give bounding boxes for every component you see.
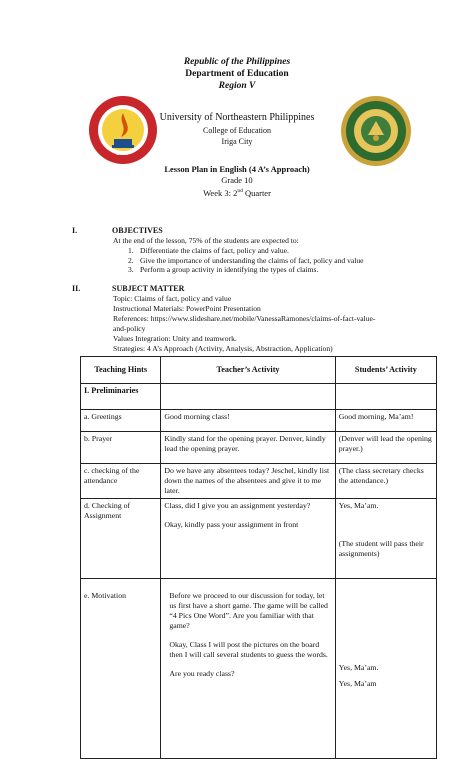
objective-text: Perform a group activity in identifying the types of claims. [140, 265, 319, 275]
objectives-num: I. [72, 226, 78, 235]
table-cell [161, 384, 335, 410]
student-motivation-answer-2: Yes, Ma’am [338, 679, 377, 688]
hint-attendance: c. checking of the attendance [81, 464, 161, 499]
hint-prayer: b. Prayer [81, 432, 161, 464]
teacher-assignment-pass: Okay, kindly pass your assignment in front [164, 520, 299, 529]
header-department: Department of Education [185, 69, 289, 79]
table-row [81, 432, 437, 464]
week-prefix: Week 3: 2 [203, 187, 238, 198]
teacher-motivation-ready: Are you ready class? [169, 669, 235, 678]
objective-num: 2. [128, 255, 134, 265]
teacher-attendance: Do we have any absentees today? Jeschel, kindly list down the names of the absentees and give it to me later. [161, 464, 335, 499]
student-greetings: Good morning, Ma’am! [335, 410, 436, 432]
table-row [81, 410, 437, 432]
objectives-intro: At the end of the lesson, 75% of the students are expected to: [113, 236, 299, 245]
objective-item [128, 246, 364, 256]
subject-references-cont: and-policy [113, 324, 146, 333]
teacher-greetings: Good morning class! [161, 410, 335, 432]
teacher-assignment [161, 499, 335, 579]
subject-materials: Instructional Materials: PowerPoint Presentation [113, 304, 261, 313]
subject-topic: Topic: Claims of fact, policy and value [113, 294, 232, 303]
table-row [81, 464, 437, 499]
header-teaching-hints: Teaching Hints [81, 357, 161, 384]
teacher-motivation [161, 579, 335, 759]
hint-motivation: e. Motivation [81, 579, 161, 759]
objective-item [128, 256, 364, 266]
student-attendance: (The class secretary checks the attendance.) [335, 464, 436, 499]
header-region: Region V [218, 81, 256, 91]
header-students-activity: Students’ Activity [335, 357, 436, 384]
lesson-grade: Grade 10 [221, 175, 253, 185]
objectives-list [128, 246, 364, 275]
table-row [81, 579, 437, 759]
subject-strategies: Strategies: 4 A’s Approach (Activity, Analysis, Abstraction, Application) [113, 344, 333, 353]
college-name: College of Education [203, 126, 271, 135]
student-assignment-pass: (The student will pass their assignments) [338, 539, 424, 558]
subject-references: References: https://www.slideshare.net/mobile/VanessaRamones/claims-of-fact-value- [113, 314, 376, 323]
student-motivation-answer-1: Yes, Ma’am. [338, 663, 379, 672]
section-preliminaries: I. Preliminaries [81, 384, 161, 410]
objective-item [128, 265, 364, 275]
student-motivation [335, 579, 436, 759]
header-teacher-activity: Teacher’s Activity [161, 357, 335, 384]
teacher-prayer: Kindly stand for the opening prayer. Denver, kindly lead the opening prayer. [161, 432, 335, 464]
table-row [81, 384, 437, 410]
teacher-assignment-question: Class, did I give you an assignment yesterday? [164, 501, 311, 510]
header-republic: Republic of the Philippines [183, 57, 291, 67]
lesson-title: Lesson Plan in English (4 A’s Approach) [164, 164, 310, 174]
student-assignment-answer: Yes, Ma’am. [338, 501, 379, 510]
objective-text: Give the importance of understanding the claims of fact, policy and value [140, 255, 364, 265]
university-name: University of Northeastern Philippines [159, 112, 315, 123]
subject-values: Values Integration: Unity and teamwork. [113, 334, 237, 343]
week-sup: nd [237, 188, 243, 194]
objective-text: Differentiate the claims of fact, policy and value. [140, 246, 289, 255]
teacher-motivation-instructions: Okay, Class I will post the pictures on the board then I will call several students to guess the words. [169, 640, 328, 659]
city-name: Iriga City [221, 137, 253, 146]
table-header-row [81, 357, 437, 384]
hint-greetings: a. Greetings [81, 410, 161, 432]
subject-num: II. [72, 284, 81, 293]
objective-num: 1. [128, 246, 134, 255]
objectives-title: OBJECTIVES [112, 226, 163, 235]
lesson-week [0, 186, 474, 199]
college-logo-sub: UNEP [116, 151, 130, 157]
hint-assignment: d. Checking of Assignment [81, 499, 161, 579]
table-cell [335, 384, 436, 410]
objective-num: 3. [128, 265, 134, 275]
student-prayer: (Denver will lead the opening prayer.) [335, 432, 436, 464]
week-suffix: Quarter [242, 187, 271, 198]
subject-title: SUBJECT MATTER [112, 284, 185, 293]
lesson-table [80, 356, 437, 759]
student-assignment [335, 499, 436, 579]
table-row [81, 499, 437, 579]
teacher-motivation-intro: Before we proceed to our discussion for today, let us first have a short game. The game will be called “4 Pics One Word”. Are you familiar with that game? [169, 591, 328, 630]
